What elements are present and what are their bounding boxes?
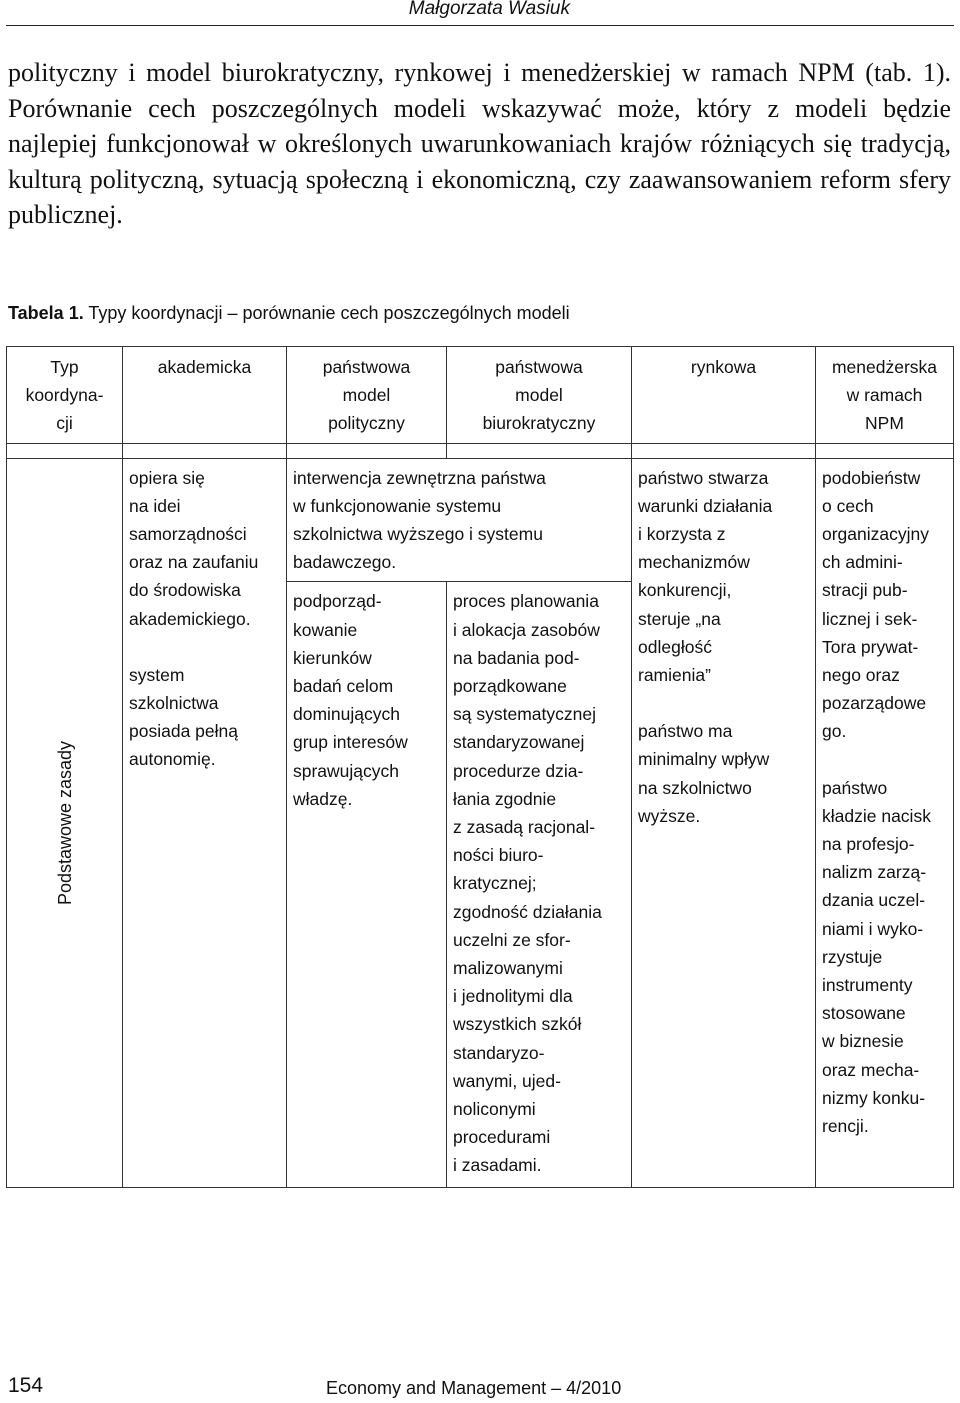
body-paragraph: polityczny i model biurokratyczny, rynkowej i menedżerskiej w ramach NPM (tab. 1). Porównanie cech poszczególnych modeli wskazywać może, który z modeli będzie najlepiej funkcjonował w określonych uwarunkowaniach krajów różniących się tradycją, kulturą polityczną, sytuacją społeczną i ekonomiczną, czy zaawansowaniem reform sfery publicznej. xyxy=(8,58,951,229)
cell-polityczny: podporząd- kowanie kierunków badań celom dominujących grup interesów sprawujących władzę. xyxy=(287,582,447,1188)
cell-biurokratyczny: proces planowania i alokacja zasobów na badania pod- porządkowane są systematycznej standaryzowanej procedurze dzia- łania zgodnie z zasadą racjonal- ności biuro- kratycznej; zgodność działania uczelni ze sfor- malizowanymi i jednolitymi dla wszystkich szkół standaryzo- wanymi, ujed- noliconymi procedurami i zasadami. xyxy=(447,582,632,1188)
rynkowa-text-2: państwo ma minimalny wpływ na szkolnictwo wyższe. xyxy=(638,721,770,826)
comparison-table xyxy=(6,346,954,1188)
cell-panstwowa-shared: interwencja zewnętrzna państwa w funkcjonowanie systemu szkolnictwa wyższego i systemu badawczego. xyxy=(287,458,632,582)
header-akademicka: akademicka xyxy=(123,347,287,444)
rynkowa-text-1: państwo stwarza warunki działania i korzysta z mechanizmów konkurencji, steruje „na odległość ramienia” xyxy=(638,467,773,686)
journal-name: Economy and Management – 4/2010 xyxy=(326,1378,622,1398)
table-gap-row xyxy=(7,443,954,458)
header-menedzerska: menedżerska w ramach NPM xyxy=(816,347,954,444)
row-label-podstawowe-zasady: Podstawowe zasady xyxy=(54,740,75,905)
cell-akademicka xyxy=(123,458,287,1187)
cell-menedzerska xyxy=(816,458,954,1187)
running-header-author: Małgorzata Wasiuk xyxy=(408,0,570,19)
page-number: 154 xyxy=(8,1374,44,1397)
header-panstwowa-biurokratyczny: państwowa model biurokratyczny xyxy=(447,347,632,444)
row-label-cell xyxy=(7,458,123,1187)
header-rule xyxy=(6,25,954,26)
akademicka-text-2: system szkolnictwa posiada pełną autonomię. xyxy=(129,664,238,770)
menedzerska-text-2: państwo kładzie nacisk na profesjo- nalizm zarzą- dzania uczel- niami i wyko- rzystuje instrumenty stosowane w biznesie oraz mecha- nizmy konku- rencji. xyxy=(822,777,931,1137)
table-caption xyxy=(8,303,570,324)
header-rynkowa: rynkowa xyxy=(632,347,816,444)
header-panstwowa-polityczny: państwowa model polityczny xyxy=(287,347,447,444)
header-typ-koordynacji: Typ koordyna- cji xyxy=(7,347,123,444)
table-row-shared xyxy=(7,458,954,582)
table-caption-label: Tabela 1. xyxy=(8,303,84,323)
menedzerska-text-1: podobieństw o cech organizacyjny ch admini- stracji pub- licznej i sek- Tora prywat- nego oraz pozarządowe go. xyxy=(822,467,929,742)
akademicka-text-1: opiera się na idei samorządności oraz na zaufaniu do środowiska akademickiego. xyxy=(129,467,259,629)
table-caption-text: Typy koordynacji – porównanie cech poszczególnych modeli xyxy=(88,303,570,323)
table-header-row xyxy=(7,347,954,444)
cell-rynkowa xyxy=(632,458,816,1187)
